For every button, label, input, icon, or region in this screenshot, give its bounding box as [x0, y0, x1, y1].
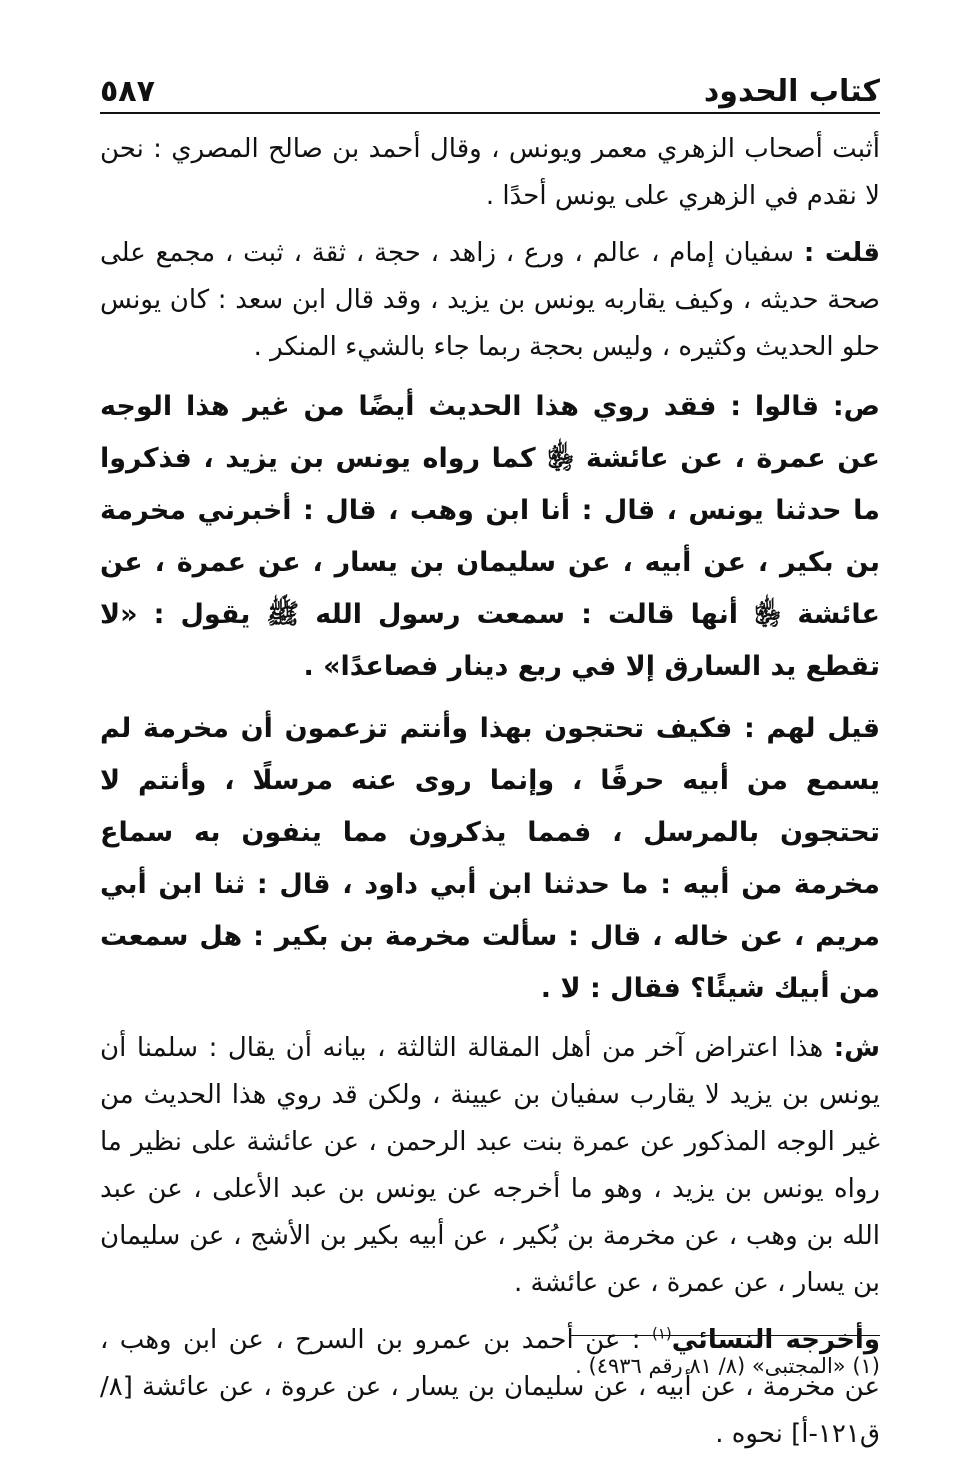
paragraph-2-text: سفيان إمام ، عالم ، ورع ، زاهد ، حجة ، ثقة ، ثبت ، مجمع على صحة حديثه ، وكيف يقاربه يونس بن يزيد ، وقد قال ابن سعد : كان يونس حلو الحديث وكثيره ، وليس بحجة ربما جاء بالشيء المنكر . [100, 238, 880, 362]
paragraph-3 [100, 381, 880, 693]
paragraph-5 [100, 1025, 880, 1307]
paragraph-3-text: قالوا : فقد روي هذا الحديث أيضًا من غير هذا الوجه عن عمرة ، عن عائشة ﵂ كما رواه يونس بن يزيد ، فذكروا ما حدثنا يونس ، قال : أنا ابن وهب ، قال : أخبرني مخرمة بن بكير ، عن أبيه ، عن سليمان بن يسار ، عن عمرة ، عن عائشة ﵂ أنها قالت : سمعت رسول الله ﷺ يقول : «لا تقطع يد السارق إلا في ربع دينار فصاعدًا» . [100, 391, 880, 682]
paragraph-5-text: هذا اعتراض آخر من أهل المقالة الثالثة ، بيانه أن يقال : سلمنا أن يونس بن يزيد لا يقارب سفيان بن عيينة ، ولكن قد روي هذا الحديث من غير الوجه المذكور عن عمرة بنت عبد الرحمن ، عن عائشة على نظير ما رواه يونس بن يزيد ، وهو ما أخرجه عن يونس بن عبد الأعلى ، عن عبد الله بن وهب ، عن مخرمة بن بُكير ، عن أبيه بكير بن الأشج ، عن سليمان بن يسار ، عن عمرة ، عن عائشة . [100, 1033, 880, 1298]
page-number: ٥٨٧ [100, 74, 155, 109]
paragraph-4-text: قيل لهم : فكيف تحتجون بهذا وأنتم تزعمون أن مخرمة لم يسمع من أبيه حرفًا ، وإنما روى عنه مرسلًا ، وأنتم لا تحتجون بالمرسل ، فمما يذكرون مما ينفون به سماع مخرمة من أبيه : ما حدثنا ابن أبي داود ، قال : ثنا ابن أبي مريم ، عن خاله ، قال : سألت مخرمة بن بكير : هل سمعت من أبيك شيئًا؟ فقال : لا . [100, 713, 880, 1004]
paragraph-1-text: أثبت أصحاب الزهري معمر ويونس ، وقال أحمد بن صالح المصري : نحن لا نقدم في الزهري على يونس أحدًا . [100, 134, 880, 211]
paragraph-1 [100, 126, 880, 220]
paragraph-4 [100, 703, 880, 1015]
paragraph-2-lead: قلت : [803, 238, 880, 268]
footnotes [100, 1335, 880, 1386]
footnote-divider [570, 1335, 880, 1336]
page-header [100, 60, 880, 114]
paragraph-3-lead: ص: [832, 391, 880, 422]
paragraph-2 [100, 230, 880, 371]
footnote-ref-1: (١) [651, 1324, 672, 1343]
paragraph-6-text: : عن أحمد بن عمرو بن السرح ، عن ابن وهب ، عن مخرمة ، عن أبيه ، عن سليمان بن يسار ، عن عروة ، عن عائشة [٨/ ق١٢١-أ] نحوه . [100, 1325, 880, 1449]
chapter-title: كتاب الحدود [703, 74, 880, 109]
main-text [100, 126, 880, 1458]
document-page [100, 60, 880, 1468]
paragraph-6-lead: وأخرجه النسائي [671, 1325, 881, 1355]
paragraph-5-lead: ش: [833, 1033, 880, 1063]
footnote-1: (١) «المجتبى» (٨/ ٨١ رقم ٤٩٣٦) . [575, 1354, 880, 1378]
